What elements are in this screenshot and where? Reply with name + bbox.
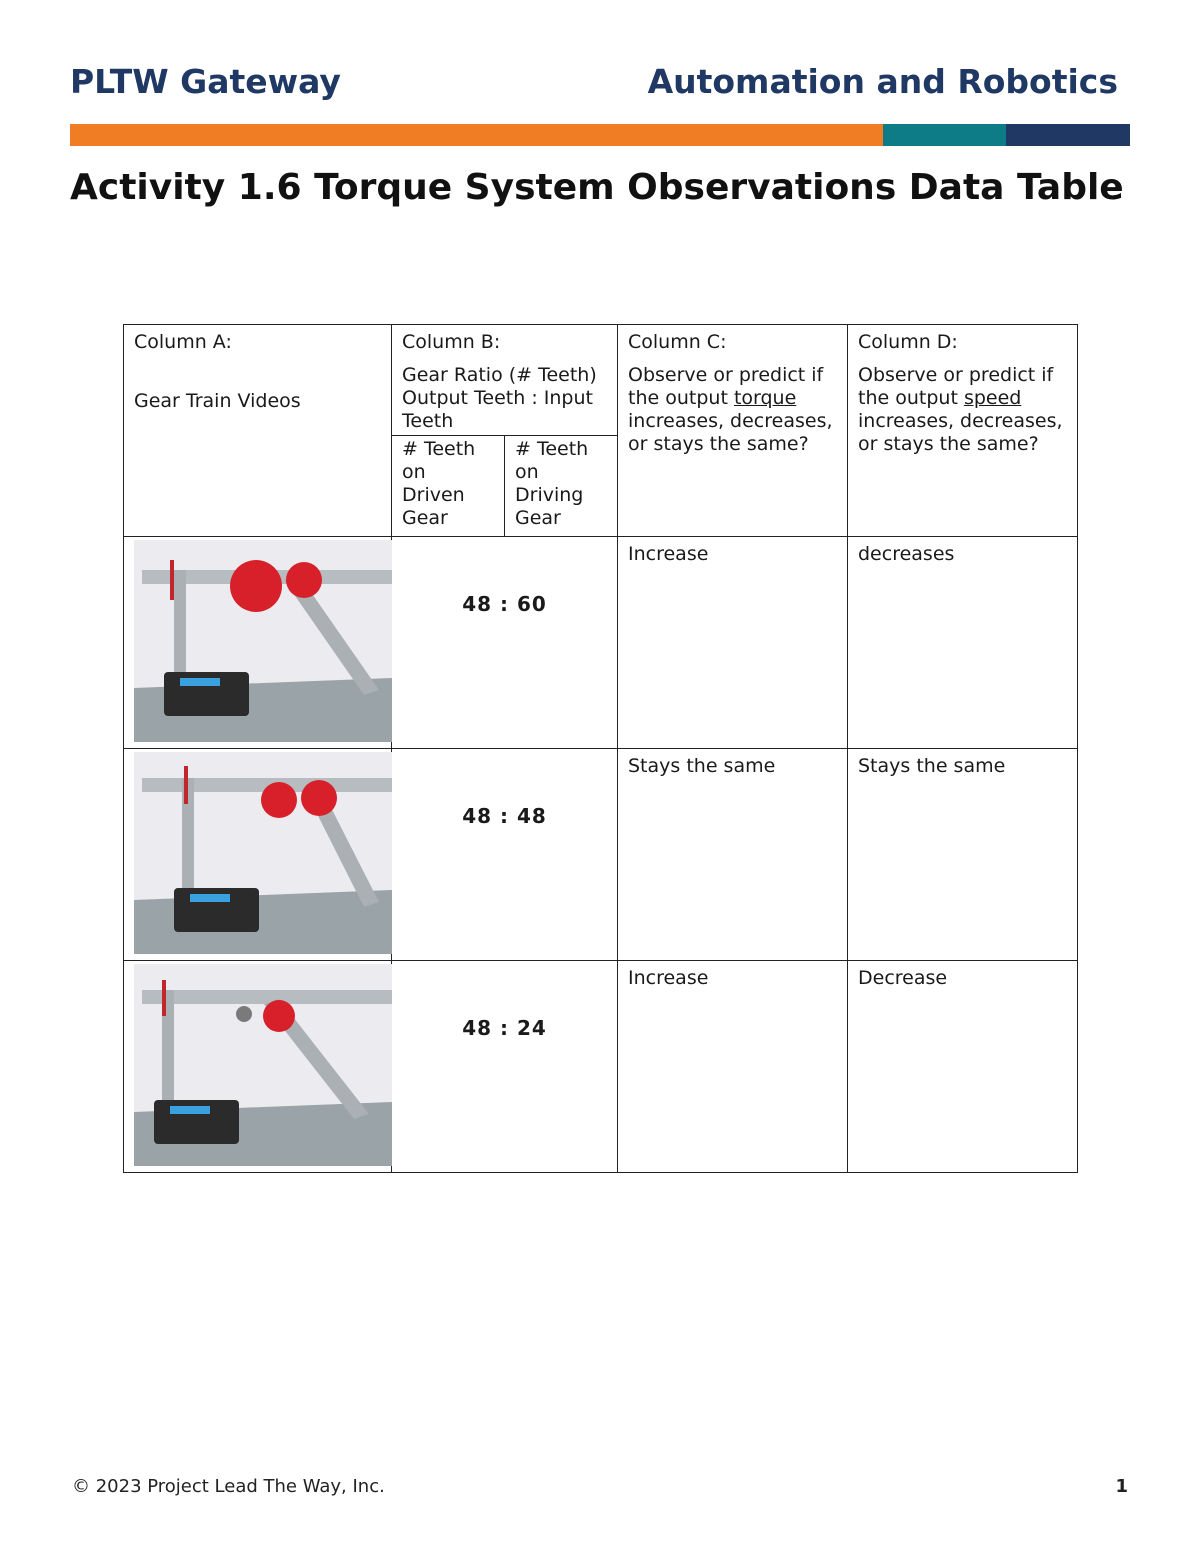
gear-train-video-2[interactable]: [124, 749, 392, 961]
robot-gear-photo: [134, 540, 392, 742]
table-row: [124, 961, 1078, 1173]
speed-observation[interactable]: decreases: [848, 537, 1078, 749]
col-d-header: [848, 325, 1078, 537]
gear-ratio-cell: 48 : 24: [392, 961, 618, 1173]
col-a-label: Column A:: [134, 331, 232, 353]
copyright-footer: © 2023 Project Lead The Way, Inc.: [72, 1476, 385, 1497]
page-number: 1: [1115, 1476, 1128, 1497]
speed-observation[interactable]: Stays the same: [848, 749, 1078, 961]
robot-gear-photo: [134, 752, 392, 954]
col-a-text: Gear Train Videos: [134, 390, 301, 412]
header-left: PLTW Gateway: [70, 62, 341, 101]
torque-observation[interactable]: Stays the same: [618, 749, 848, 961]
col-b-header: [392, 325, 618, 537]
speed-observation[interactable]: Decrease: [848, 961, 1078, 1173]
observations-table: [123, 324, 1078, 1173]
gear-ratio-cell: 48 : 48: [392, 749, 618, 961]
col-c-label: Column C:: [628, 331, 727, 353]
torque-observation[interactable]: Increase: [618, 537, 848, 749]
driving-gear-subheader: # Teeth on Driving Gear: [515, 438, 589, 529]
gear-train-video-1[interactable]: [124, 537, 392, 749]
header-row: [124, 325, 1078, 537]
col-b-label: Column B:: [402, 331, 501, 353]
col-d-keyword: speed: [963, 387, 1022, 409]
navy-segment: [1006, 124, 1130, 146]
orange-segment: [70, 124, 883, 146]
col-b-subheaders: [392, 435, 617, 536]
table-row: [124, 537, 1078, 749]
col-d-label: Column D:: [858, 331, 958, 353]
col-c-header: [618, 325, 848, 537]
col-c-text-post: increases, decreases, or stays the same?: [628, 410, 833, 455]
torque-observation[interactable]: Increase: [618, 961, 848, 1173]
robot-gear-photo: [134, 964, 392, 1166]
col-b-text: Gear Ratio (# Teeth) Output Teeth : Input Teeth: [402, 364, 597, 432]
col-d-text-post: increases, decreases, or stays the same?: [858, 410, 1063, 455]
driven-gear-subheader: # Teeth on Driven Gear: [392, 436, 505, 536]
col-a-header: [124, 325, 392, 537]
col-c-text-pre: Observe or predict if the output: [628, 364, 824, 409]
gear-train-video-3[interactable]: [124, 961, 392, 1173]
table-row: [124, 749, 1078, 961]
header-right: Automation and Robotics: [647, 62, 1118, 101]
teal-segment: [883, 124, 1006, 146]
gear-ratio-cell: 48 : 60: [392, 537, 618, 749]
page-title: Activity 1.6 Torque System Observations Data Table: [70, 167, 1124, 208]
header-color-bar: [70, 124, 1130, 146]
col-d-text-pre: Observe or predict if the output: [858, 364, 1054, 409]
col-c-keyword: torque: [733, 387, 797, 409]
